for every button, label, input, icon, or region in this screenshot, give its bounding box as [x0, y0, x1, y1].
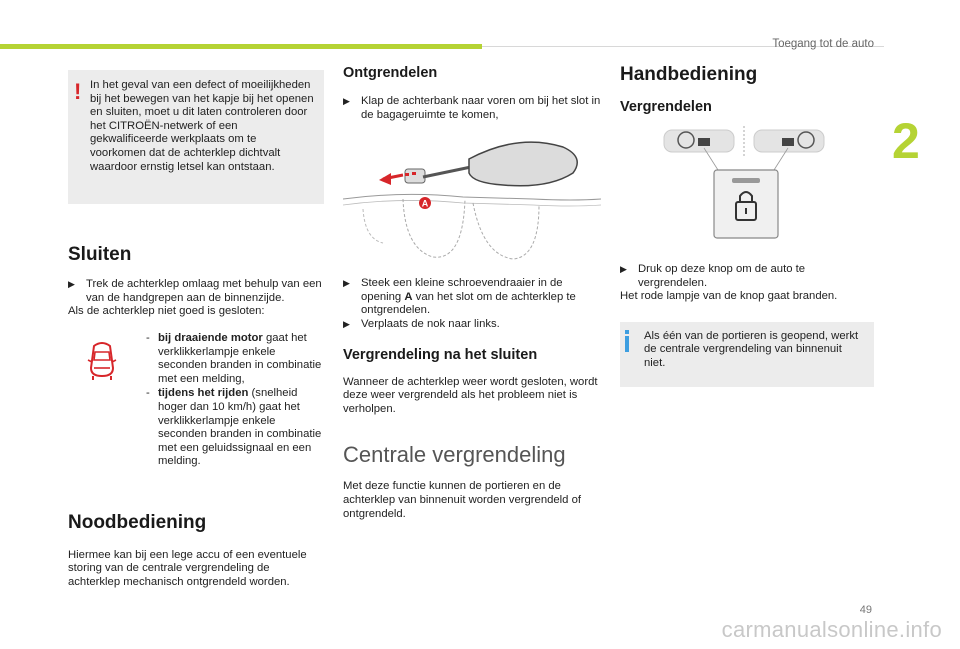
page-number: 49: [859, 604, 872, 616]
column-3: [620, 64, 874, 387]
warning-box: [68, 70, 324, 204]
watermark: carmanualsonline.info: [721, 617, 942, 642]
noodbediening-heading: Noodbediening: [68, 511, 207, 533]
sluiten-step: ▶ Trek de achterklep omlaag met behulp van een van de handgrepen aan de binnenzijde.: [68, 278, 322, 304]
centrale-vergrendeling-heading: Centrale vergrendeling: [343, 442, 566, 468]
section-title: Toegang tot de auto: [772, 38, 874, 50]
info-icon: [625, 330, 629, 352]
dash-list: [68, 332, 324, 469]
ontgrendelen-step-3: ▶ Verplaats de nok naar links.: [343, 317, 500, 330]
car-open-tailgate-icon: [80, 338, 124, 384]
exclamation-icon: !: [74, 79, 82, 104]
label-a: A: [421, 198, 429, 209]
screwdriver-figure: [343, 139, 601, 267]
vergrendeling-na-sluiten-heading: Vergrendeling na het sluiten: [343, 346, 538, 363]
column-1: [68, 70, 324, 590]
accent-bar: [0, 44, 482, 49]
noodbediening-text: Hiermee kan bij een lege accu of een eventuele storing van de centrale vergrendeling de achterklep mechanisch ontgrendeld worden.: [68, 548, 307, 589]
centrale-vergrendeling-text: Met deze functie kunnen de portieren en de achterklep van binnenuit worden vergrendeld of ontgrendeld.: [343, 480, 582, 520]
chapter-number: 2: [892, 113, 920, 169]
vergrendeling-na-sluiten-text: Wanneer de achterklep weer wordt gesloten, wordt deze weer vergrendeld als het probleem niet is verholpen.: [343, 375, 598, 415]
column-2: [343, 64, 601, 521]
arrow-bullet-icon: ▶: [343, 318, 350, 329]
dash-item-1: - bij draaiende motor gaat het verklikkerlampje enkele seconden branden in combinatie met een melding,: [146, 331, 322, 385]
sluiten-after: Als de achterklep niet goed is gesloten:: [68, 305, 265, 318]
arrow-bullet-icon: ▶: [343, 96, 350, 106]
arrow-bullet-icon: ▶: [343, 278, 350, 289]
arrow-bullet-icon: ▶: [68, 279, 75, 290]
warning-text: In het geval van een defect of moeilijkheden bij het bewegen van het kapje bij het openen en sluiten, moet u dit laten controleren door het CITROËN-netwerk of een gekwalificeerde werkplaats om te voorkomen dat de achterklep dichtvalt waardoor ernstig letsel kan ontstaan.: [90, 79, 314, 173]
vergrendelen-step: ▶ Druk op deze knop om de auto te vergrendelen.: [620, 263, 806, 289]
ontgrendelen-step-1: ▶ Klap de achterbank naar voren om bij het slot in de bagageruimte te komen,: [343, 95, 601, 121]
sluiten-heading: Sluiten: [68, 244, 132, 266]
vergrendelen-heading: Vergrendelen: [620, 99, 712, 115]
info-text: Als één van de portieren is geopend, werkt de centrale vergrendeling van binnenuit niet.: [644, 329, 859, 369]
handbediening-heading: Handbediening: [620, 64, 758, 85]
dashboard-lock-figure: [620, 126, 874, 242]
dash-item-2: - tijdens het rijden (snelheid hoger dan 10 km/h) gaat het verklikkerlampje enkele seconden branden in combinatie met een geluidssignaal en een melding.: [146, 387, 322, 468]
ontgrendelen-step-2: ▶ Steek een kleine schroevendraaier in de opening A van het slot om de achterklep te ontgrendelen.: [343, 277, 576, 317]
info-box: [620, 322, 874, 387]
arrow-bullet-icon: ▶: [620, 264, 627, 274]
ontgrendelen-heading: Ontgrendelen: [343, 65, 438, 81]
vergrendelen-after: Het rode lampje van de knop gaat branden.: [620, 290, 838, 303]
